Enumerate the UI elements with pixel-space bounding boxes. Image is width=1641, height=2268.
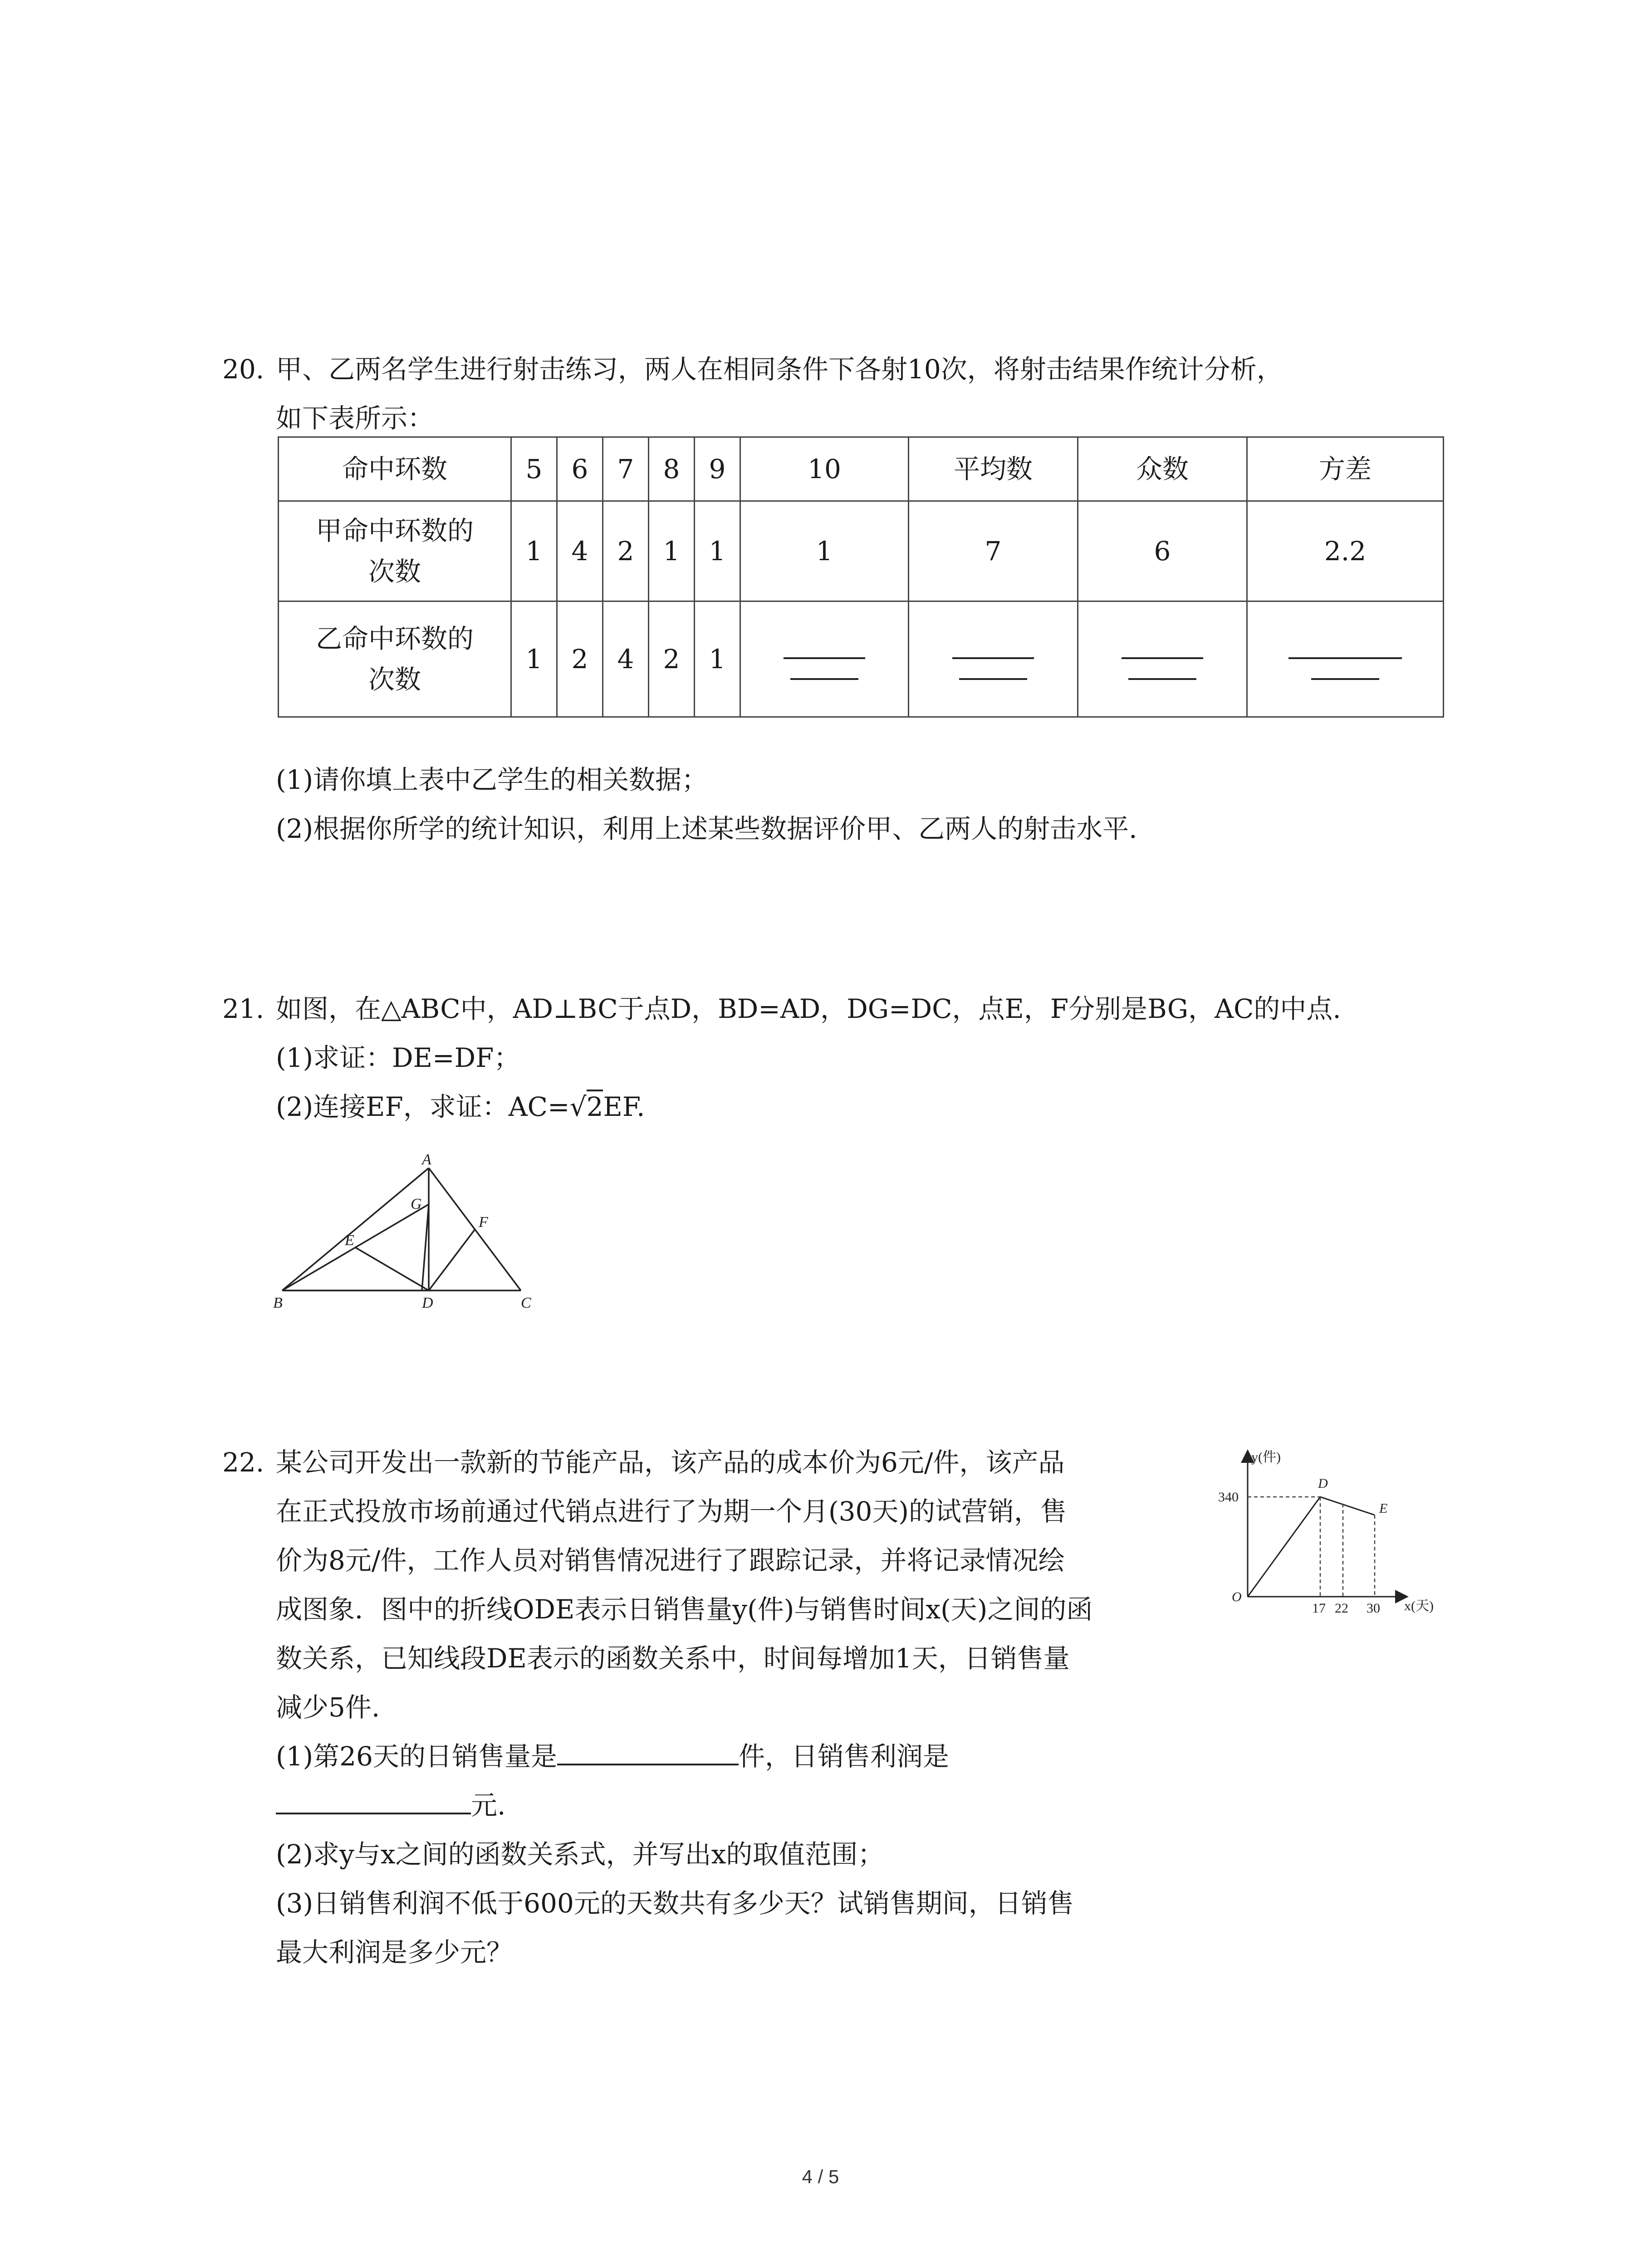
row-label: 甲命中环数的 次数 (279, 501, 511, 601)
table-cell: 7 (909, 501, 1078, 601)
table-header-cell: 9 (695, 437, 740, 501)
label-e: E (345, 1232, 354, 1249)
x-tick-17: 17 (1312, 1601, 1326, 1616)
table-header-cell: 命中环数 (279, 437, 511, 501)
table-cell: 4 (557, 501, 603, 601)
answer-blank-10[interactable] (740, 601, 909, 717)
line-ode (1248, 1497, 1375, 1597)
table-cell: 2.2 (1247, 501, 1444, 601)
table-header-cell: 7 (603, 437, 649, 501)
label-f: F (479, 1214, 488, 1231)
segment-de (355, 1247, 429, 1290)
x-tick-30: 30 (1367, 1601, 1380, 1616)
x-tick-22: 22 (1335, 1601, 1348, 1616)
table-cell: 2 (649, 601, 695, 717)
x-axis-label: x(天) (1404, 1598, 1434, 1613)
y-tick-340: 340 (1218, 1490, 1239, 1505)
table-cell: 2 (557, 601, 603, 717)
table-header-cell: 众数 (1078, 437, 1247, 501)
table-cell: 1 (511, 601, 557, 717)
question-22: 22. 某公司开发出一款新的节能产品，该产品的成本价为6元/件，该产品 在正式投放市场前通过代销点进行了为期一个月(30天)的试营销，售 价为8元/件，工作人员对销售情况进行了跟踪记录，并将记录情况绘 成图象．图中的折线ODE表示日销售量y(件)与销售时间x(天)之间的函 数关系，已知线段DE表示的函数关系中，时间每增加1天，日销售量 减少5件. (1)第26天的日销售量是 件，日销售利润是 元. (2)求y与x之间的函数关系式，并写出x的取值范围； (3)日销售利润不低于600元的天数共有多少天？试销售期间，日销售 最大利润是多少元？ (222, 1438, 1220, 1977)
triangle-abc-figure (272, 1154, 544, 1327)
sales-graph (1207, 1447, 1452, 1619)
label-d: D (422, 1295, 433, 1311)
question-21 (222, 984, 1447, 1131)
table-cell: 1 (649, 501, 695, 601)
subquestion-3-line-1: (3)日销售利润不低于600元的天数共有多少天？试销售期间，日销售 (276, 1888, 1074, 1919)
label-a: A (422, 1154, 431, 1168)
subquestion-2: (2)求y与x之间的函数关系式，并写出x的取值范围； (276, 1839, 884, 1870)
table-cell: 4 (603, 601, 649, 717)
table-header-cell: 6 (557, 437, 603, 501)
origin-label: O (1232, 1589, 1242, 1604)
table-cell: 1 (695, 501, 740, 601)
page-number: 4 / 5 (802, 2166, 839, 2187)
question-number: 21. (222, 993, 265, 1024)
question-stem: 如图，在△ABC中，AD⊥BC于点D，BD=AD，DG=DC，点E，F分别是BG，AC的中点. (276, 993, 1341, 1024)
row-label: 乙命中环数的 次数 (279, 601, 511, 717)
question-line-3: 价为8元/件，工作人员对销售情况进行了跟踪记录，并将记录情况绘 (276, 1545, 1065, 1576)
y-axis-label: y(件) (1251, 1450, 1281, 1465)
point-e-label: E (1379, 1501, 1388, 1516)
sqrt-symbol: √2 (570, 1090, 603, 1122)
question-line-4: 成图象．图中的折线ODE表示日销售量y(件)与销售时间x(天)之间的函 (276, 1594, 1093, 1625)
table-header-cell: 平均数 (909, 437, 1078, 501)
question-number: 20. (222, 354, 265, 385)
table-cell: 6 (1078, 501, 1247, 601)
table-cell: 1 (695, 601, 740, 717)
table-header-cell: 10 (740, 437, 909, 501)
table-header-cell: 5 (511, 437, 557, 501)
answer-blank-sales[interactable] (557, 1735, 739, 1765)
answer-blank-profit[interactable] (276, 1784, 471, 1814)
subquestion-3-line-2: 最大利润是多少元？ (276, 1937, 513, 1968)
table-header-cell: 方差 (1247, 437, 1444, 501)
subquestion-1: (1)请你填上表中乙学生的相关数据； (276, 764, 708, 795)
question-stem-line-1: 甲、乙两名学生进行射击练习，两人在相同条件下各射10次，将射击结果作统计分析， (276, 354, 1283, 385)
table-row-jia (279, 501, 1444, 601)
statistics-table (278, 436, 1444, 718)
segment-gd-link (422, 1204, 429, 1290)
question-line-1: 某公司开发出一款新的节能产品，该产品的成本价为6元/件，该产品 (276, 1447, 1065, 1478)
question-line-2: 在正式投放市场前通过代销点进行了为期一个月(30天)的试营销，售 (276, 1496, 1067, 1527)
question-20-subparts (276, 755, 1501, 853)
answer-blank-mean[interactable] (909, 601, 1078, 717)
question-20 (222, 345, 1447, 443)
subquestion-2: (2)连接EF，求证：AC=√2EF. (222, 1082, 1447, 1131)
segment-df (429, 1229, 475, 1290)
point-d-label: D (1318, 1476, 1328, 1491)
table-cell: 1 (740, 501, 909, 601)
label-b: B (273, 1295, 283, 1311)
label-g: G (411, 1196, 422, 1212)
question-number: 22. (222, 1447, 265, 1478)
table-header-row (279, 437, 1444, 501)
label-c: C (521, 1295, 531, 1311)
segment-ba (282, 1168, 429, 1290)
question-line-6: 减少5件. (276, 1692, 380, 1723)
answer-blank-mode[interactable] (1078, 601, 1247, 717)
table-header-cell: 8 (649, 437, 695, 501)
subquestion-2: (2)根据你所学的统计知识，利用上述某些数据评价甲、乙两人的射击水平. (276, 813, 1137, 844)
question-stem-line-2: 如下表所示： (276, 403, 434, 434)
table-cell: 2 (603, 501, 649, 601)
table-cell: 1 (511, 501, 557, 601)
question-line-5: 数关系，已知线段DE表示的函数关系中，时间每增加1天，日销售量 (276, 1643, 1070, 1674)
table-row-yi (279, 601, 1444, 717)
answer-blank-variance[interactable] (1247, 601, 1444, 717)
subquestion-1: (1)求证：DE=DF； (276, 1042, 520, 1073)
subquestion-1: (1)第26天的日销售量是 件，日销售利润是 (222, 1732, 1220, 1781)
